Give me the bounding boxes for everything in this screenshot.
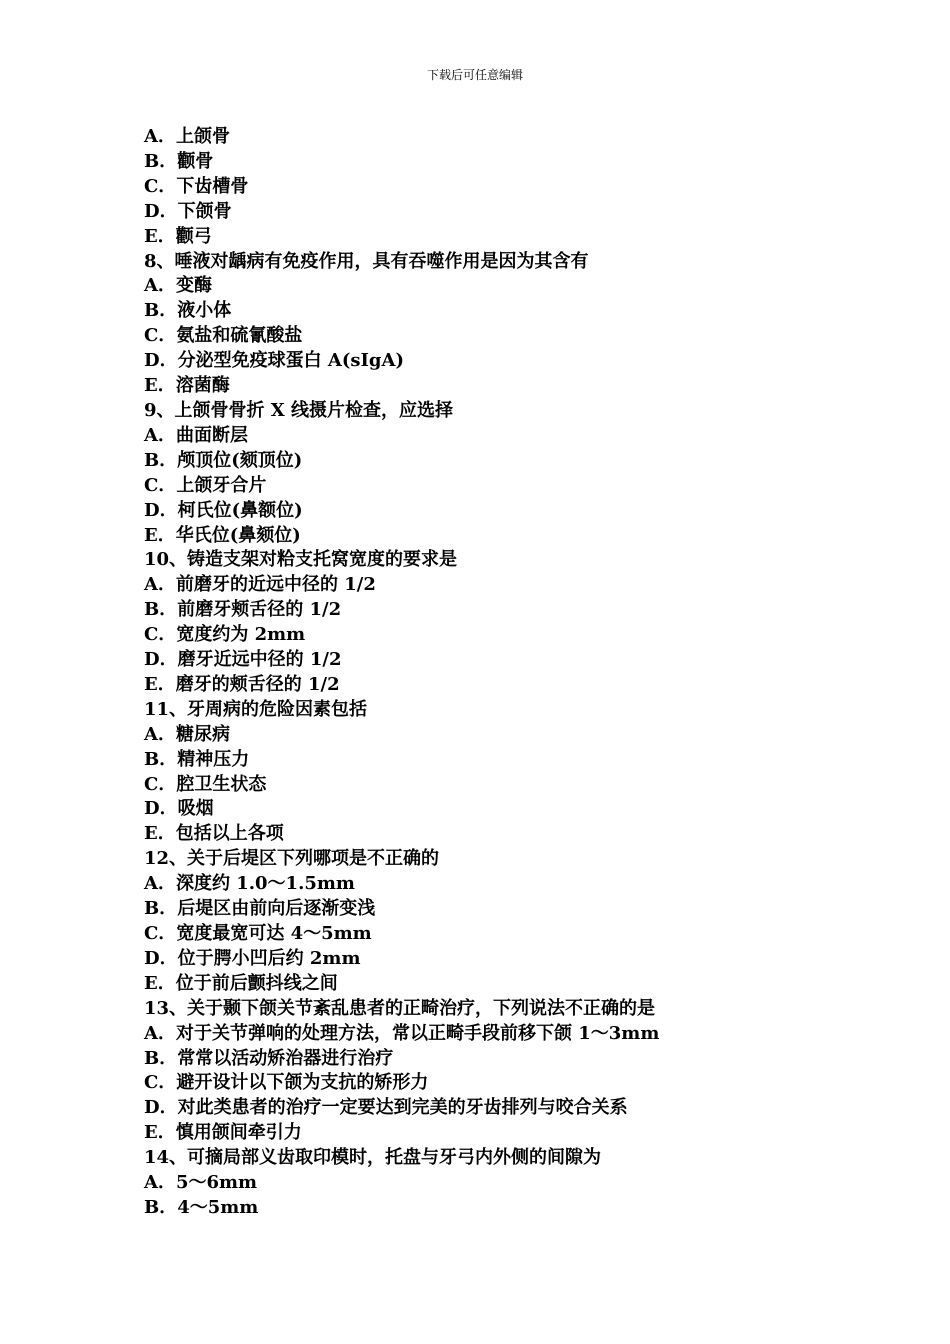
option-line: E．华氏位(鼻颏位) — [144, 524, 301, 546]
question-line: 10、铸造支架对粭支托窝宽度的要求是 — [144, 549, 458, 571]
option-line: B．颅顶位(颏顶位) — [144, 449, 303, 471]
option-line: A．上颌骨 — [144, 126, 230, 147]
question-line: 12、关于后堤区下列哪项是不正确的 — [144, 848, 440, 870]
option-line: E．位于前后颤抖线之间 — [144, 972, 338, 994]
option-line: A．5～6mm — [144, 1172, 258, 1194]
option-line: C．下齿槽骨 — [144, 175, 249, 197]
option-line: B．常常以活动矫治器进行治疗 — [144, 1047, 394, 1069]
option-line: D．位于腭小凹后约 2mm — [144, 947, 361, 969]
option-line: C．宽度最宽可达 4～5mm — [144, 923, 372, 944]
option-line: A．深度约 1.0～1.5mm — [144, 873, 355, 895]
option-line: C．上颌牙合片 — [144, 474, 267, 496]
option-line: A．糖尿病 — [144, 723, 230, 745]
option-line: C．氨盐和硫氰酸盐 — [144, 325, 303, 347]
option-line: D．分泌型免疫球蛋白 A(sIgA) — [144, 350, 404, 372]
option-line: C．腔卫生状态 — [144, 773, 267, 795]
option-line: D．下颌骨 — [144, 200, 232, 222]
option-line: D．对此类患者的治疗一定要达到完美的牙齿排列与咬合关系 — [144, 1097, 628, 1119]
option-line: B．液小体 — [144, 300, 232, 322]
option-line: A．变酶 — [144, 275, 212, 297]
option-line: E．溶菌酶 — [144, 375, 230, 397]
page-header: 下载后可任意编辑 — [426, 68, 523, 82]
option-line: C．避开设计以下颌为支抗的矫形力 — [144, 1072, 429, 1094]
option-line: A．前磨牙的近远中径的 1/2 — [144, 574, 376, 596]
option-line: D．吸烟 — [144, 798, 214, 820]
option-line: D．柯氏位(鼻额位) — [144, 499, 303, 521]
question-line: 11、牙周病的危险因素包括 — [144, 698, 368, 720]
option-line: B．后堤区由前向后逐渐变浅 — [144, 898, 376, 920]
option-line: D．磨牙近远中径的 1/2 — [144, 649, 342, 671]
option-line: E．颧弓 — [144, 225, 212, 247]
option-line: E．包括以上各项 — [144, 823, 284, 845]
option-line: B．前磨牙颊舌径的 1/2 — [144, 599, 342, 621]
option-line: E．磨牙的颊舌径的 1/2 — [144, 673, 340, 695]
question-line: 9、上颌骨骨折 X 线摄片检查，应选择 — [144, 399, 454, 421]
question-list — [144, 125, 844, 1221]
option-line: A．曲面断层 — [144, 424, 248, 446]
option-line: B．4～5mm — [144, 1196, 259, 1218]
option-line: A．对于关节弹响的处理方法，常以正畸手段前移下颌 1～3mm — [144, 1022, 660, 1044]
option-line: B．颧骨 — [144, 150, 214, 172]
option-line: E．慎用颌间牵引力 — [144, 1122, 302, 1144]
option-line: C．宽度约为 2mm — [144, 624, 306, 646]
question-line: 13、关于颞下颌关节紊乱患者的正畸治疗，下列说法不正确的是 — [144, 997, 656, 1019]
question-line: 8、唾液对龋病有免疫作用，具有吞噬作用是因为其含有 — [144, 250, 589, 272]
option-line: B．精神压力 — [144, 748, 250, 770]
question-line: 14、可摘局部义齿取印模时，托盘与牙弓内外侧的间隙为 — [144, 1147, 602, 1169]
